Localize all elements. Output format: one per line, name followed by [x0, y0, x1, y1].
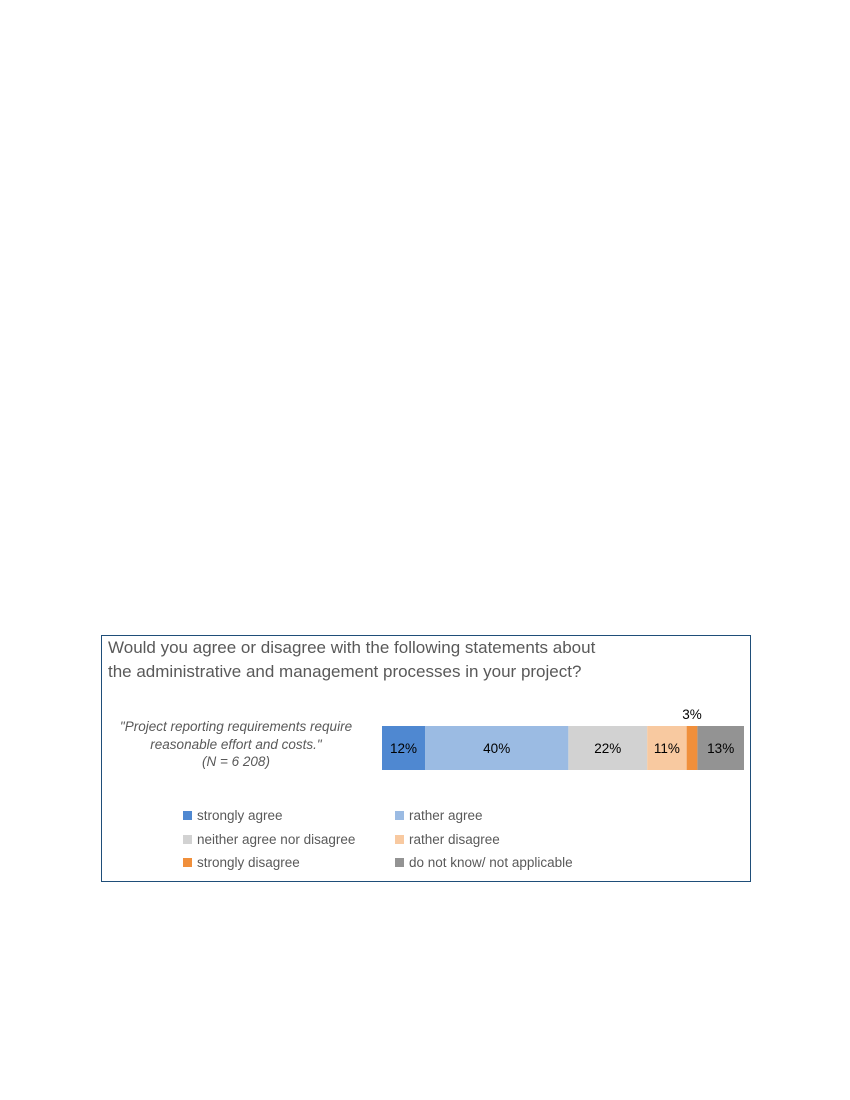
- bar-segment-5: [687, 726, 698, 770]
- category-label-line-3: (N = 6 208): [202, 754, 270, 769]
- legend-label: rather agree: [409, 808, 483, 823]
- legend-swatch: [395, 835, 404, 844]
- category-label-line-2: reasonable effort and costs.": [150, 736, 322, 752]
- legend-item-3: [183, 832, 355, 847]
- data-label-5: 3%: [682, 707, 702, 722]
- legend-swatch: [183, 811, 192, 820]
- legend-label: neither agree nor disagree: [197, 831, 356, 847]
- legend-item-4: [395, 832, 500, 847]
- legend-label: do not know/ not applicable: [409, 855, 573, 870]
- chart-frame: [101, 635, 751, 882]
- data-label-3: 22%: [594, 741, 622, 756]
- legend-item-6: [395, 855, 573, 870]
- data-label-1: 12%: [389, 741, 418, 756]
- data-label-6: 13%: [707, 741, 735, 756]
- chart-title-line-1: Would you agree or disagree with the following statements about: [108, 638, 596, 657]
- legend-item-5: [183, 855, 300, 870]
- legend-swatch: [183, 835, 192, 844]
- legend-swatch: [395, 858, 404, 867]
- legend-label: strongly disagree: [197, 855, 300, 870]
- category-label-line-1: "Project reporting requirements require: [119, 719, 353, 734]
- legend-label: rather disagree: [409, 831, 500, 847]
- legend-label: strongly agree: [197, 808, 283, 823]
- legend-swatch: [395, 811, 404, 820]
- legend-item-2: [395, 808, 483, 823]
- legend-item-1: [183, 808, 283, 823]
- legend-swatch: [183, 858, 192, 867]
- data-label-4: 11%: [653, 741, 680, 756]
- data-label-2: 40%: [483, 741, 511, 756]
- chart-title-line-2: the administrative and management processes in your project?: [108, 661, 582, 681]
